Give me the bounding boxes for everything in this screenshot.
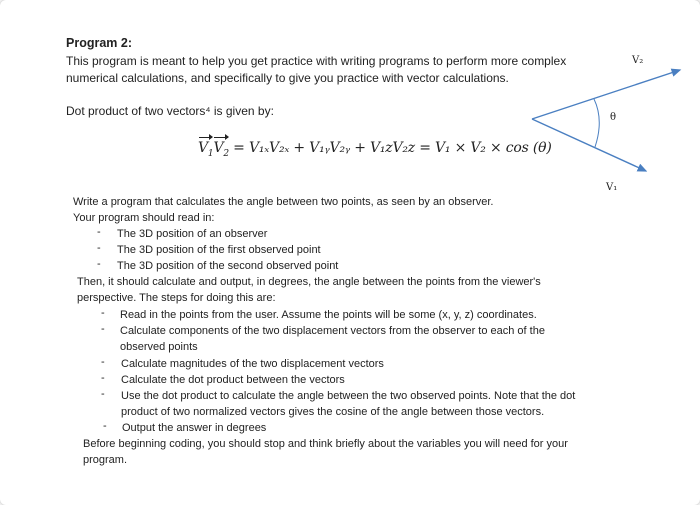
- bullet-dash: -: [97, 226, 101, 238]
- closing-line-1: Before beginning coding, you should stop and think briefly about the variables you will need for your: [83, 438, 568, 450]
- step-5-cont: product of two normalized vectors gives the cosine of the angle between those vectors.: [121, 406, 545, 418]
- then-line-1: Then, it should calculate and output, in degrees, the angle between the points from the viewer's: [77, 276, 541, 288]
- v1-label: V₁: [606, 182, 618, 193]
- bullet-dash: -: [103, 420, 107, 432]
- step-1: Read in the points from the user. Assume the points will be some (x, y, z) coordinates.: [120, 309, 537, 321]
- input-item-2: The 3D position of the first observed point: [117, 244, 321, 256]
- v2-label: V₂: [632, 55, 644, 66]
- vector-v1-line: [532, 119, 646, 171]
- theta-label: θ: [610, 112, 617, 123]
- step-2: Calculate components of the two displacement vectors from the observer to each of the: [120, 325, 545, 337]
- then-line-2: perspective. The steps for doing this are:: [77, 292, 276, 304]
- vector-v2-arrow: $V_2$: [213, 140, 229, 159]
- task-line-2: Your program should read in:: [73, 212, 215, 224]
- task-line-1: Write a program that calculates the angle between two points, as seen by an observer.: [73, 196, 494, 208]
- program-title: Program 2:: [66, 36, 132, 50]
- step-5: Use the dot product to calculate the angle between the two observed points. Note that the dot: [121, 390, 576, 402]
- vector-v1-arrow: $V_1$: [198, 140, 214, 159]
- vector-angle-diagram: [520, 50, 690, 200]
- step-3: Calculate magnitudes of the two displacement vectors: [121, 358, 384, 370]
- step-6: Output the answer in degrees: [122, 422, 267, 434]
- bullet-dash: -: [101, 323, 105, 335]
- bullet-dash: -: [101, 388, 105, 400]
- dot-product-formula: [198, 140, 552, 159]
- step-4: Calculate the dot product between the vectors: [121, 374, 345, 386]
- vector-v2-line: [532, 70, 680, 119]
- bullet-dash: -: [101, 356, 105, 368]
- formula-rhs: = V₁ₓV₂ₓ + V₁ᵧV₂ᵧ + V₁zV₂z = V₁ × V₂ × cos (θ): [233, 140, 552, 156]
- bullet-dash: -: [97, 258, 101, 270]
- input-item-3: The 3D position of the second observed point: [117, 260, 339, 272]
- input-item-1: The 3D position of an observer: [117, 228, 268, 240]
- closing-line-2: program.: [83, 454, 128, 466]
- intro-line-1: This program is meant to help you get practice with writing programs to perform more complex: [66, 54, 567, 68]
- dot-product-heading: Dot product of two vectors⁴ is given by:: [66, 104, 274, 118]
- bullet-dash: -: [101, 372, 105, 384]
- bullet-dash: -: [101, 307, 105, 319]
- step-2-cont: observed points: [120, 341, 198, 353]
- angle-arc: [594, 99, 599, 147]
- intro-line-2: numerical calculations, and specifically to give you practice with vector calculations.: [66, 71, 509, 85]
- bullet-dash: -: [97, 242, 101, 254]
